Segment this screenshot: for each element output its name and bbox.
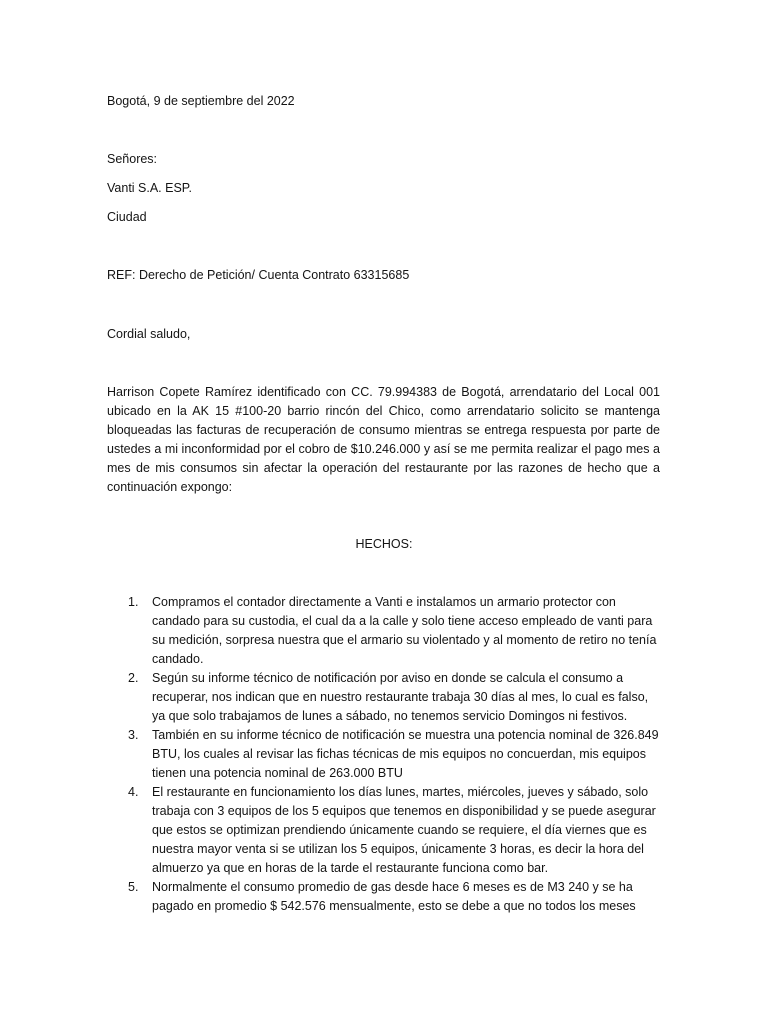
- list-item-number: 4.: [128, 785, 139, 799]
- reference-line: REF: Derecho de Petición/ Cuenta Contrato 63315685: [107, 268, 410, 282]
- list-item-number: 1.: [128, 595, 139, 609]
- list-item-number: 2.: [128, 671, 139, 685]
- greeting: Cordial saludo,: [107, 327, 191, 341]
- facts-list: [0, 593, 768, 916]
- list-item-text: Compramos el contador directamente a Vanti e instalamos un armario protector con candado para su custodia, el cual da a la calle y solo tiene acceso empleado de vanti para su medición, sorpresa nuestra que el armario su violentado y al momento de retiro no tenía candado.: [152, 595, 657, 666]
- list-item-text: Normalmente el consumo promedio de gas desde hace 6 meses es de M3 240 y se ha pagado en promedio $ 542.576 mensualmente, esto se debe a que no todos los meses: [152, 880, 636, 913]
- facts-heading: HECHOS:: [355, 537, 413, 551]
- list-item-text: Según su informe técnico de notificación por aviso en donde se calcula el consumo a recuperar, nos indican que en nuestro restaurante trabaja 30 días al mes, lo cual es falso, ya que solo trabajamos de lunes a sábado, no tenemos servicio Domingos ni festivos.: [152, 671, 649, 723]
- recipient-salutation: Señores:: [107, 152, 158, 166]
- list-item: [0, 878, 662, 916]
- list-item: [0, 783, 662, 878]
- intro-paragraph: Harrison Copete Ramírez identificado con CC. 79.994383 de Bogotá, arrendatario del Local 001 ubicado en la AK 15 #100-20 barrio rincón del Chico, como arrendatario solicito se mantenga bloqueadas las facturas de recuperación de consumo mientras se entrega respuesta por parte de ustedes a mi inconformidad por el cobro de $10.246.000 y así se me permita realizar el pago mes a mes de mis consumos sin afectar la operación del restaurante por las razones de hecho que a continuación expongo:: [107, 385, 660, 494]
- list-item: [0, 726, 662, 783]
- recipient-city: Ciudad: [107, 210, 147, 224]
- date-line: Bogotá, 9 de septiembre del 2022: [107, 94, 295, 108]
- list-item-number: 3.: [128, 728, 139, 742]
- list-item-number: 5.: [128, 880, 139, 894]
- list-item: [0, 669, 662, 726]
- recipient-company: Vanti S.A. ESP.: [107, 181, 193, 195]
- list-item-text: También en su informe técnico de notificación se muestra una potencia nominal de 326.849 BTU, los cuales al revisar las fichas técnicas de mis equipos no concuerdan, mis equipos tienen una potencia nominal de 263.000 BTU: [152, 728, 659, 780]
- list-item: [0, 593, 662, 669]
- list-item-text: El restaurante en funcionamiento los días lunes, martes, miércoles, jueves y sábado, solo trabaja con 3 equipos de los 5 equipos que tenemos en disponibilidad y se puede asegurar que estos se optimizan prendiendo únicamente cuando se requiere, el día viernes que es nuestra mayor venta si se utilizan los 5 equipos, únicamente 3 horas, es decir la hora del almuerzo ya que en horas de la tarde el restaurante funciona como bar.: [152, 785, 656, 875]
